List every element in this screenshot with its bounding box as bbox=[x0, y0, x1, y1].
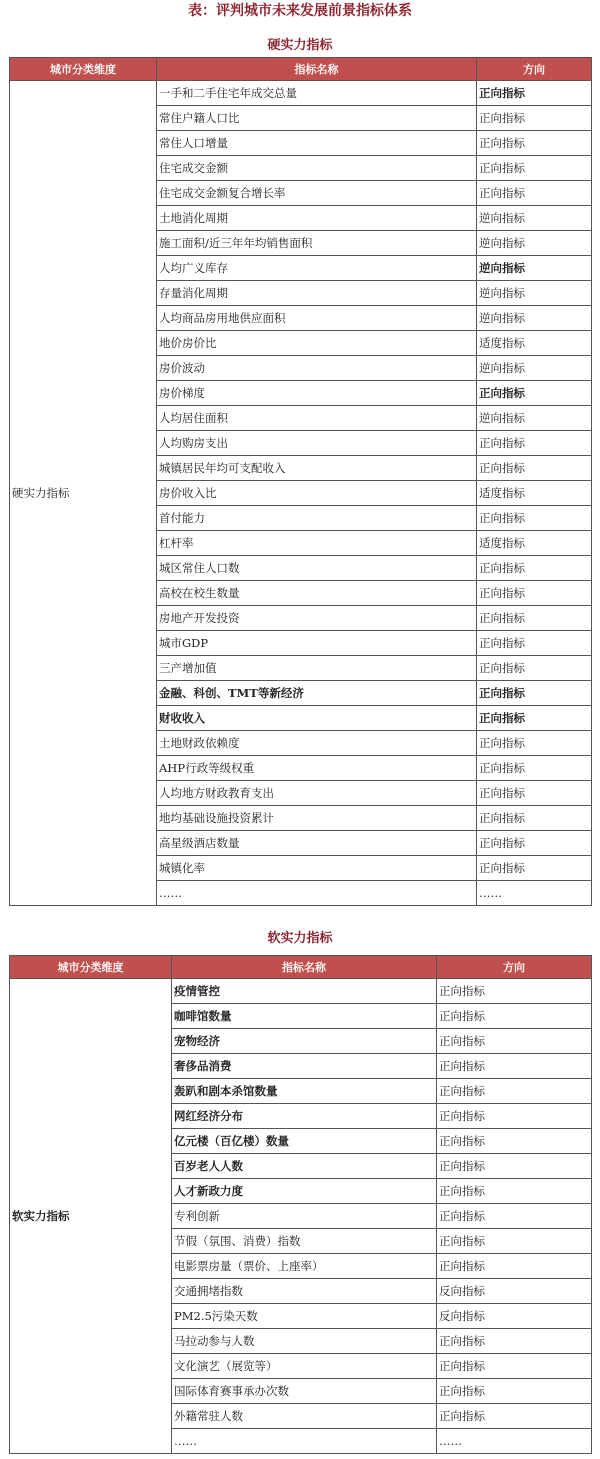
indicator-name-cell: …… bbox=[172, 1429, 437, 1454]
direction-cell: 正向指标 bbox=[477, 656, 592, 681]
indicator-name-cell: 外籍常驻人数 bbox=[172, 1404, 437, 1429]
direction-cell: 逆向指标 bbox=[477, 281, 592, 306]
indicator-name-cell: 存量消化周期 bbox=[157, 281, 477, 306]
header-category: 城市分类维度 bbox=[10, 58, 157, 81]
indicator-name-cell: 人均地方财政教育支出 bbox=[157, 781, 477, 806]
header-indicator-name: 指标名称 bbox=[157, 58, 477, 81]
direction-cell: 正向指标 bbox=[477, 581, 592, 606]
indicator-name-cell: 财收收入 bbox=[157, 706, 477, 731]
hard-table-header bbox=[10, 58, 592, 81]
direction-cell: 正向指标 bbox=[477, 856, 592, 881]
indicator-name-cell: 常住人口增量 bbox=[157, 131, 477, 156]
page-title: 表：评判城市未来发展前景指标体系 bbox=[188, 3, 412, 19]
direction-cell: 正向指标 bbox=[477, 706, 592, 731]
direction-cell: 适度指标 bbox=[477, 331, 592, 356]
indicator-name-cell: 轰趴和剧本杀馆数量 bbox=[172, 1079, 437, 1104]
header-indicator-name: 指标名称 bbox=[172, 956, 437, 979]
indicator-name-cell: 地均基础设施投资累计 bbox=[157, 806, 477, 831]
direction-cell: 正向指标 bbox=[437, 1329, 592, 1354]
indicator-name-cell: 住宅成交金额 bbox=[157, 156, 477, 181]
indicator-name-cell: 首付能力 bbox=[157, 506, 477, 531]
direction-cell: 逆向指标 bbox=[477, 231, 592, 256]
direction-cell: 正向指标 bbox=[477, 606, 592, 631]
direction-cell: 反向指标 bbox=[437, 1279, 592, 1304]
table-row bbox=[10, 979, 592, 1004]
indicator-name-cell: 房价波动 bbox=[157, 356, 477, 381]
direction-cell: 逆向指标 bbox=[477, 406, 592, 431]
direction-cell: 正向指标 bbox=[437, 1004, 592, 1029]
indicator-name-cell: 人均购房支出 bbox=[157, 431, 477, 456]
direction-cell: 反向指标 bbox=[437, 1304, 592, 1329]
direction-cell: …… bbox=[437, 1429, 592, 1454]
direction-cell: 正向指标 bbox=[437, 1229, 592, 1254]
indicator-name-cell: 城镇化率 bbox=[157, 856, 477, 881]
soft-table-header bbox=[10, 956, 592, 979]
direction-cell: 正向指标 bbox=[477, 506, 592, 531]
header-direction: 方向 bbox=[477, 58, 592, 81]
indicator-name-cell: 疫情管控 bbox=[172, 979, 437, 1004]
indicator-name-cell: 百岁老人人数 bbox=[172, 1154, 437, 1179]
indicator-name-cell: …… bbox=[157, 881, 477, 906]
indicator-name-cell: 人均居住面积 bbox=[157, 406, 477, 431]
indicator-name-cell: 杠杆率 bbox=[157, 531, 477, 556]
indicator-name-cell: 国际体育赛事承办次数 bbox=[172, 1379, 437, 1404]
direction-cell: 正向指标 bbox=[477, 681, 592, 706]
indicator-name-cell: 高星级酒店数量 bbox=[157, 831, 477, 856]
category-cell: 硬实力指标 bbox=[10, 81, 157, 906]
direction-cell: 正向指标 bbox=[477, 81, 592, 106]
indicator-name-cell: AHP行政等级权重 bbox=[157, 756, 477, 781]
direction-cell: …… bbox=[477, 881, 592, 906]
indicator-name-cell: 人均广义库存 bbox=[157, 256, 477, 281]
direction-cell: 适度指标 bbox=[477, 531, 592, 556]
soft-indicator-table bbox=[9, 955, 592, 1454]
indicator-name-cell: 房地产开发投资 bbox=[157, 606, 477, 631]
indicator-name-cell: PM2.5污染天数 bbox=[172, 1304, 437, 1329]
direction-cell: 正向指标 bbox=[477, 131, 592, 156]
indicator-name-cell: 土地消化周期 bbox=[157, 206, 477, 231]
indicator-name-cell: 施工面积/近三年年均销售面积 bbox=[157, 231, 477, 256]
indicator-name-cell: 一手和二手住宅年成交总量 bbox=[157, 81, 477, 106]
indicator-name-cell: 三产增加值 bbox=[157, 656, 477, 681]
header-category: 城市分类维度 bbox=[10, 956, 172, 979]
direction-cell: 正向指标 bbox=[437, 1379, 592, 1404]
direction-cell: 正向指标 bbox=[477, 631, 592, 656]
indicator-name-cell: 金融、科创、TMT等新经济 bbox=[157, 681, 477, 706]
indicator-name-cell: 亿元楼（百亿楼）数量 bbox=[172, 1129, 437, 1154]
direction-cell: 正向指标 bbox=[477, 556, 592, 581]
direction-cell: 正向指标 bbox=[477, 731, 592, 756]
indicator-name-cell: 电影票房量（票价、上座率） bbox=[172, 1254, 437, 1279]
indicator-name-cell: 文化演艺（展览等） bbox=[172, 1354, 437, 1379]
table-row bbox=[10, 81, 592, 106]
indicator-name-cell: 马拉动参与人数 bbox=[172, 1329, 437, 1354]
direction-cell: 正向指标 bbox=[477, 431, 592, 456]
direction-cell: 逆向指标 bbox=[477, 356, 592, 381]
direction-cell: 逆向指标 bbox=[477, 306, 592, 331]
soft-section-title: 软实力指标 bbox=[267, 931, 333, 946]
indicator-name-cell: 人才新政力度 bbox=[172, 1179, 437, 1204]
direction-cell: 正向指标 bbox=[437, 1179, 592, 1204]
direction-cell: 正向指标 bbox=[437, 1029, 592, 1054]
indicator-name-cell: 城市GDP bbox=[157, 631, 477, 656]
direction-cell: 正向指标 bbox=[437, 1054, 592, 1079]
direction-cell: 适度指标 bbox=[477, 481, 592, 506]
hard-indicator-table bbox=[9, 57, 592, 906]
indicator-name-cell: 宠物经济 bbox=[172, 1029, 437, 1054]
direction-cell: 正向指标 bbox=[437, 1079, 592, 1104]
indicator-name-cell: 人均商品房用地供应面积 bbox=[157, 306, 477, 331]
indicator-name-cell: 地价房价比 bbox=[157, 331, 477, 356]
direction-cell: 正向指标 bbox=[437, 1104, 592, 1129]
indicator-name-cell: 城区常住人口数 bbox=[157, 556, 477, 581]
direction-cell: 正向指标 bbox=[437, 1404, 592, 1429]
direction-cell: 正向指标 bbox=[477, 806, 592, 831]
direction-cell: 正向指标 bbox=[477, 381, 592, 406]
direction-cell: 正向指标 bbox=[437, 979, 592, 1004]
indicator-name-cell: 交通拥堵指数 bbox=[172, 1279, 437, 1304]
direction-cell: 正向指标 bbox=[477, 181, 592, 206]
direction-cell: 正向指标 bbox=[477, 456, 592, 481]
direction-cell: 正向指标 bbox=[437, 1204, 592, 1229]
direction-cell: 正向指标 bbox=[477, 781, 592, 806]
indicator-name-cell: 奢侈品消费 bbox=[172, 1054, 437, 1079]
direction-cell: 正向指标 bbox=[437, 1129, 592, 1154]
direction-cell: 正向指标 bbox=[477, 831, 592, 856]
indicator-name-cell: 常住户籍人口比 bbox=[157, 106, 477, 131]
indicator-name-cell: 咖啡馆数量 bbox=[172, 1004, 437, 1029]
direction-cell: 正向指标 bbox=[477, 156, 592, 181]
hard-section-title: 硬实力指标 bbox=[267, 38, 333, 53]
indicator-name-cell: 网红经济分布 bbox=[172, 1104, 437, 1129]
header-direction: 方向 bbox=[437, 956, 592, 979]
indicator-name-cell: 住宅成交金额复合增长率 bbox=[157, 181, 477, 206]
indicator-name-cell: 房价梯度 bbox=[157, 381, 477, 406]
direction-cell: 正向指标 bbox=[477, 106, 592, 131]
indicator-name-cell: 高校在校生数量 bbox=[157, 581, 477, 606]
direction-cell: 正向指标 bbox=[437, 1254, 592, 1279]
direction-cell: 正向指标 bbox=[437, 1354, 592, 1379]
category-cell: 软实力指标 bbox=[10, 979, 172, 1454]
direction-cell: 正向指标 bbox=[477, 756, 592, 781]
indicator-name-cell: 土地财政依赖度 bbox=[157, 731, 477, 756]
indicator-name-cell: 专利创新 bbox=[172, 1204, 437, 1229]
direction-cell: 正向指标 bbox=[437, 1154, 592, 1179]
indicator-name-cell: 节假（氛围、消费）指数 bbox=[172, 1229, 437, 1254]
direction-cell: 逆向指标 bbox=[477, 256, 592, 281]
direction-cell: 逆向指标 bbox=[477, 206, 592, 231]
indicator-name-cell: 城镇居民年均可支配收入 bbox=[157, 456, 477, 481]
indicator-name-cell: 房价收入比 bbox=[157, 481, 477, 506]
